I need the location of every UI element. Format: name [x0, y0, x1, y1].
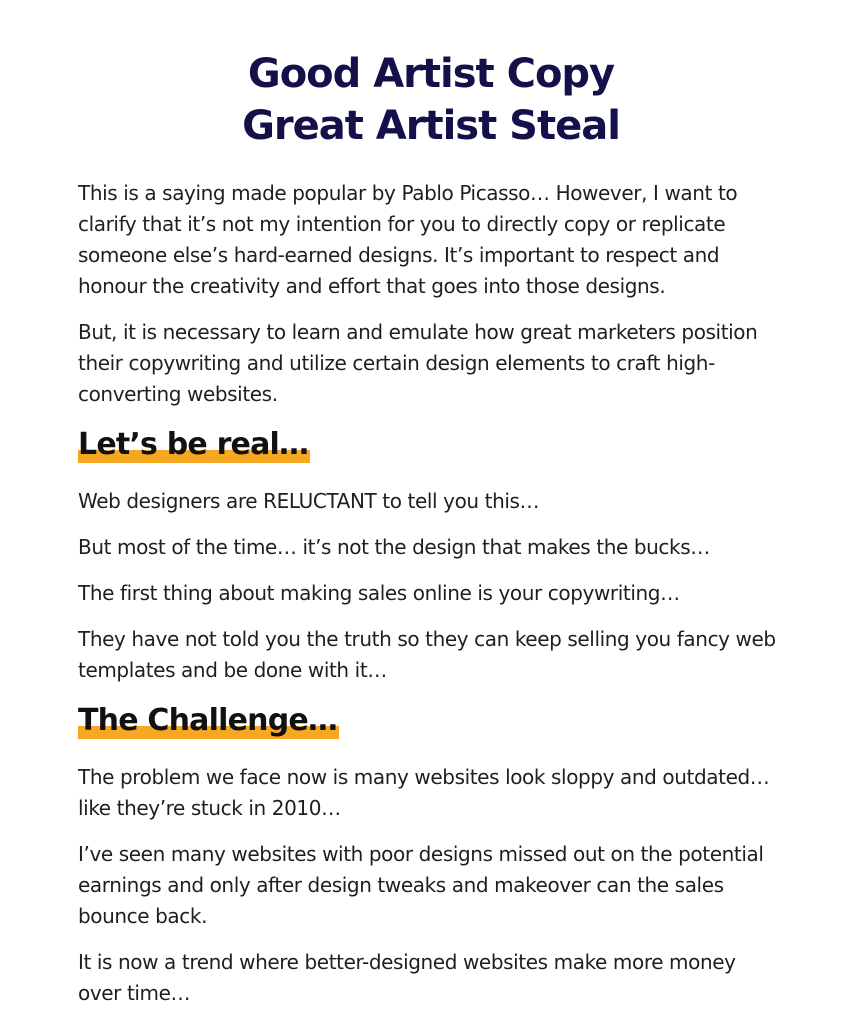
challenge-paragraph-3: It is now a trend where better-designed websites make more money over time… [78, 950, 736, 1005]
intro-paragraph-2: But, it is necessary to learn and emulate how great marketers position their copywriting and utilize certain design elements to craft high-converting websites. [78, 320, 758, 406]
section-heading-challenge-text: The Challenge… [78, 703, 338, 738]
real-paragraph-2: But most of the time… it’s not the design that makes the bucks… [78, 535, 710, 559]
intro-paragraph-1: This is a saying made popular by Pablo Picasso… However, I want to clarify that it’s not my intention for you to directly copy or replicate someone else’s hard-earned designs. It’s important to respect and honour the creativity and effort that goes into those designs. [78, 181, 738, 298]
page-title-line-1: Good Artist Copy [247, 51, 615, 97]
challenge-paragraph-2: I’ve seen many websites with poor designs missed out on the potential earnings and only after design tweaks and makeover can the sales bounce back. [78, 842, 764, 928]
real-paragraph-4: They have not told you the truth so they can keep selling you fancy web templates and be done with it… [78, 627, 776, 682]
article [78, 48, 778, 1024]
real-paragraph-3: The first thing about making sales online is your copywriting… [78, 581, 680, 605]
section-heading-real-text: Let’s be real… [78, 427, 309, 462]
page-title-line-2: Great Artist Steal [242, 103, 620, 149]
page-title [78, 48, 784, 152]
section-heading-real-wrap [78, 426, 778, 466]
section-heading-challenge [78, 702, 339, 740]
section-heading-real [78, 426, 310, 464]
section-heading-challenge-wrap [78, 702, 778, 742]
challenge-paragraph-1: The problem we face now is many websites look sloppy and outdated… like they’re stuck in 2010… [78, 765, 770, 820]
real-paragraph-1: Web designers are RELUCTANT to tell you this… [78, 489, 540, 513]
